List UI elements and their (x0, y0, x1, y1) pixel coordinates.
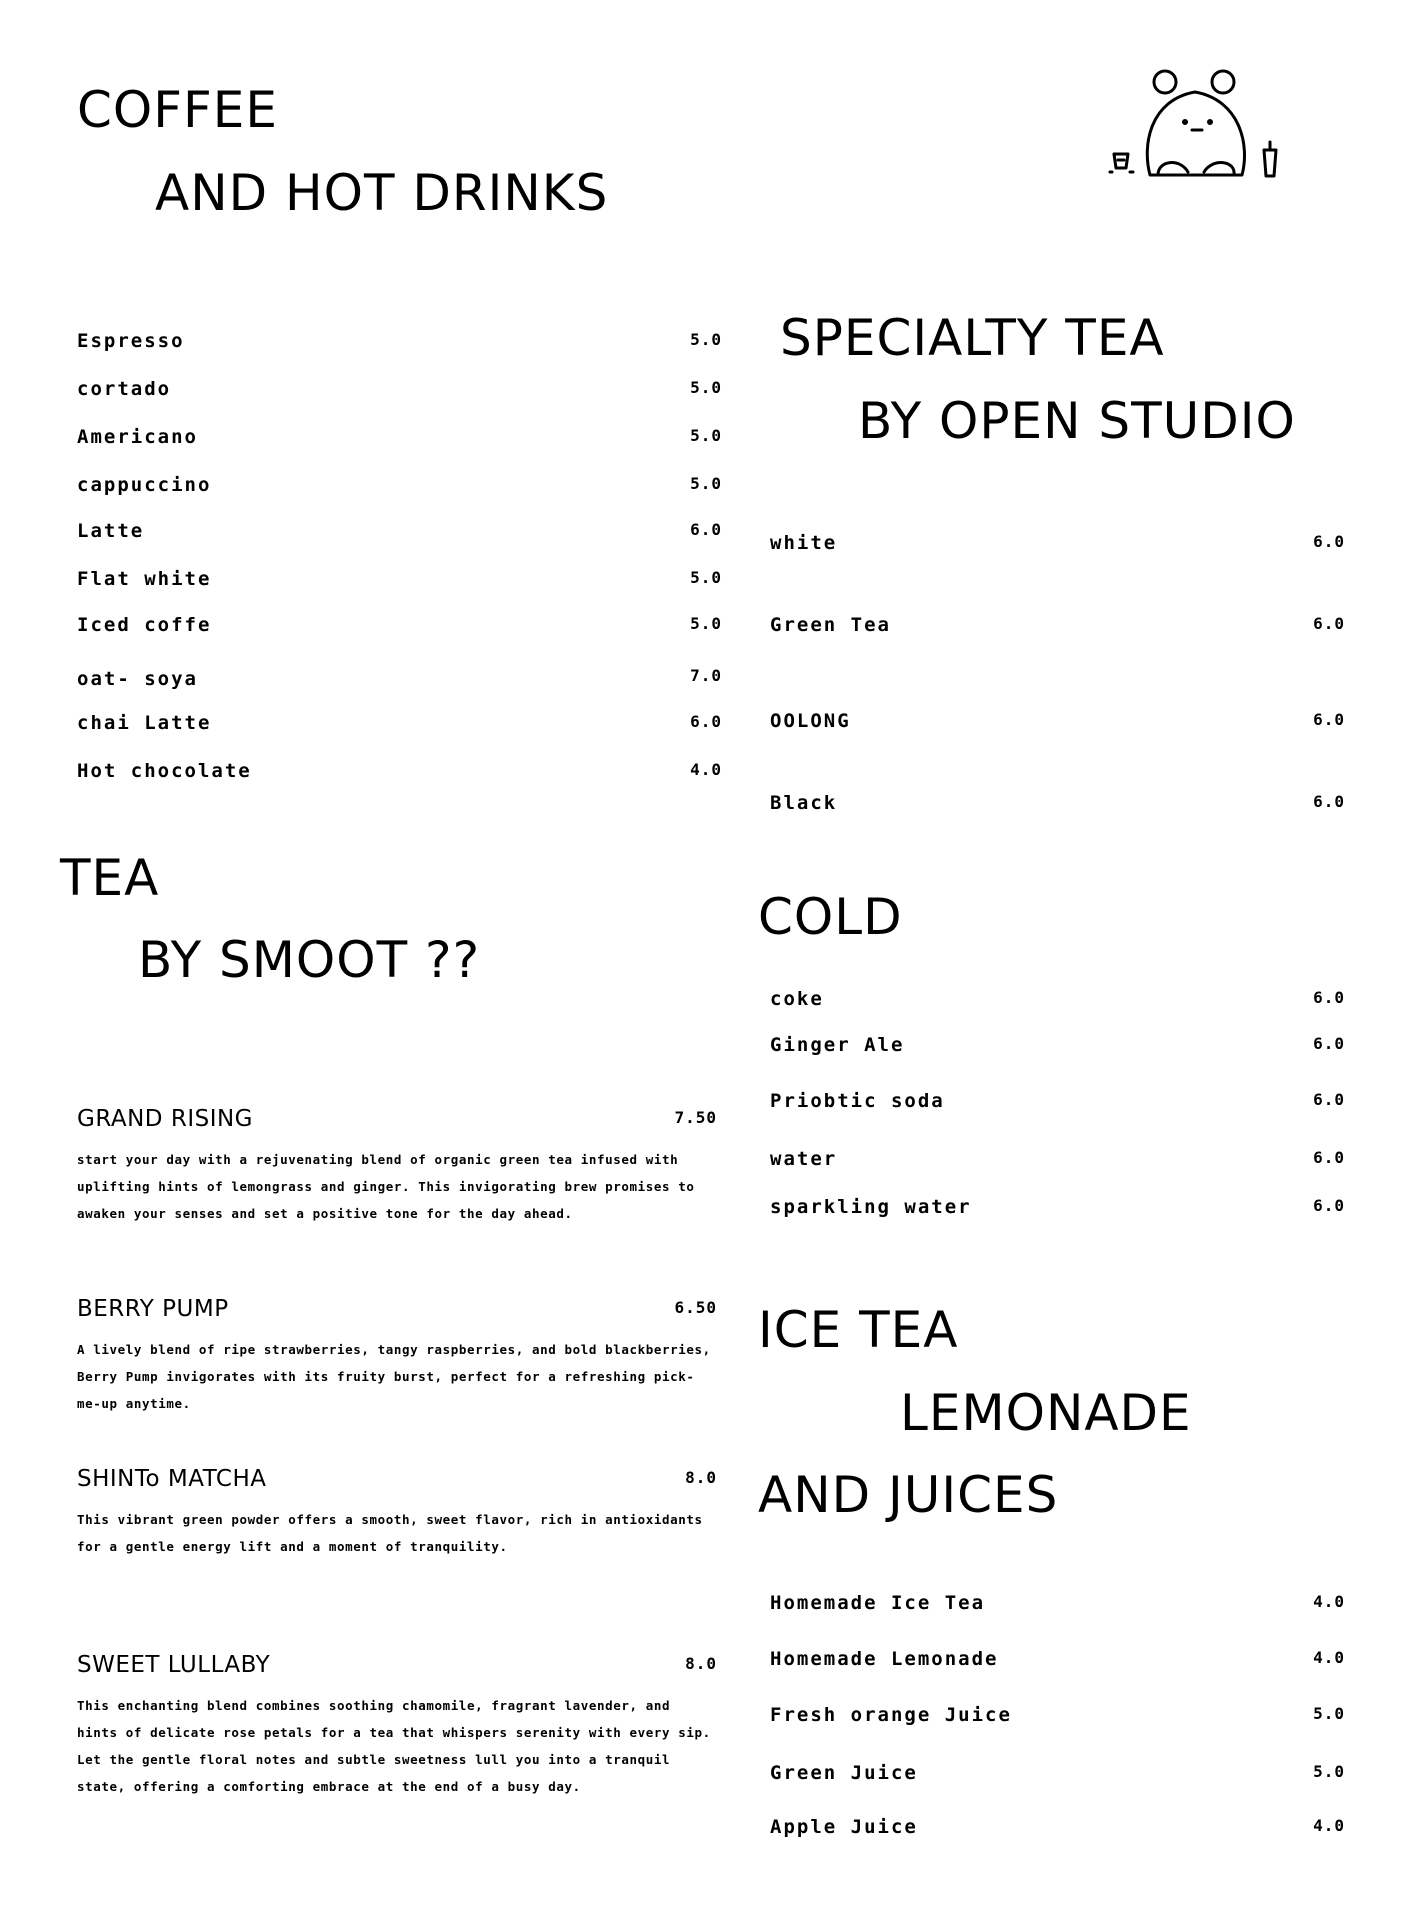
menu-item (77, 614, 722, 644)
item-price: 6.0 (1313, 1090, 1345, 1109)
menu-item (77, 568, 722, 598)
icetea-subtitle-2: AND JUICES (758, 1466, 1059, 1524)
menu-item (77, 474, 722, 504)
menu-item (77, 426, 722, 456)
item-name: Homemade Ice Tea (770, 1592, 986, 1614)
item-name: Green Tea (770, 614, 891, 636)
item-name: Flat white (77, 568, 212, 590)
item-name: chai Latte (77, 712, 212, 734)
menu-item (770, 792, 1345, 822)
menu-item (770, 710, 1345, 740)
icetea-title: ICE TEA (758, 1301, 959, 1359)
item-name: Apple Juice (770, 1816, 918, 1838)
menu-item (77, 378, 722, 408)
tea-item-name: SWEET LULLABY (77, 1652, 271, 1678)
item-price: 5.0 (690, 426, 722, 445)
menu-item (770, 1034, 1345, 1064)
specialty-title: SPECIALTY TEA (780, 309, 1165, 367)
bear-mascot-icon (1100, 60, 1285, 190)
item-name: Black (770, 792, 838, 814)
item-price: 4.0 (690, 760, 722, 779)
menu-item (770, 1648, 1345, 1678)
tea-item-name: GRAND RISING (77, 1106, 254, 1132)
item-price: 5.0 (690, 614, 722, 633)
menu-item (770, 1704, 1345, 1734)
item-name: cortado (77, 378, 172, 400)
item-name: Ginger Ale (770, 1034, 905, 1056)
menu-item (770, 1148, 1345, 1178)
tea-item (77, 1466, 717, 1560)
menu-item (77, 760, 722, 790)
tea-item (77, 1652, 717, 1800)
menu-item (77, 520, 722, 550)
item-name: Green Juice (770, 1762, 918, 1784)
item-price: 6.0 (1313, 614, 1345, 633)
item-price: 7.0 (690, 666, 722, 685)
item-price: 6.0 (690, 520, 722, 539)
coffee-title: COFFEE (77, 81, 278, 139)
tea-item-price: 7.50 (674, 1108, 717, 1127)
tea-item-name: SHINTo MATCHA (77, 1466, 267, 1492)
item-name: cappuccino (77, 474, 212, 496)
item-price: 6.0 (1313, 1034, 1345, 1053)
icetea-subtitle: LEMONADE (900, 1384, 1192, 1442)
tea-item-price: 8.0 (685, 1468, 717, 1487)
item-price: 5.0 (1313, 1762, 1345, 1781)
item-name: Homemade Lemonade (770, 1648, 999, 1670)
menu-item (770, 532, 1345, 562)
menu-item (770, 614, 1345, 644)
menu-item (770, 1816, 1345, 1846)
item-name: Iced coffe (77, 614, 212, 636)
menu-item (770, 1592, 1345, 1622)
item-name: Fresh orange Juice (770, 1704, 1012, 1726)
item-name: white (770, 532, 838, 554)
item-name: oat- soya (77, 668, 198, 690)
tea-item-description: This vibrant green powder offers a smooth, sweet flavor, rich in antioxidants for a gentle energy lift and a moment of tranquility. (77, 1512, 703, 1554)
tea-item-description: This enchanting blend combines soothing chamomile, fragrant lavender, and hints of delicate rose petals for a tea that whispers serenity with every sip. Let the gentle floral notes and subtle sweetness lull you into a tranquil state, offering a comforting embrace at the end of a busy day. (77, 1698, 711, 1794)
item-price: 6.0 (1313, 1196, 1345, 1215)
menu-item (770, 988, 1345, 1018)
item-price: 6.0 (1313, 710, 1345, 729)
item-price: 4.0 (1313, 1648, 1345, 1667)
menu-item (77, 712, 722, 742)
tea-item (77, 1296, 717, 1417)
item-price: 5.0 (690, 330, 722, 349)
menu-item (77, 668, 722, 698)
item-name: Espresso (77, 330, 185, 352)
item-price: 6.0 (1313, 792, 1345, 811)
coffee-subtitle: AND HOT DRINKS (155, 164, 609, 222)
tea-item-description: start your day with a rejuvenating blend of organic green tea infused with uplifting hints of lemongrass and ginger. This invigorating brew promises to awaken your senses and set a positive tone for the day ahead. (77, 1152, 695, 1221)
tea-title: TEA (60, 849, 160, 907)
specialty-subtitle: BY OPEN STUDIO (858, 392, 1296, 450)
item-price: 6.0 (1313, 532, 1345, 551)
item-name: coke (770, 988, 824, 1010)
tea-subtitle: BY SMOOT ?? (138, 931, 481, 989)
item-name: Hot chocolate (77, 760, 252, 782)
item-name: Latte (77, 520, 145, 542)
tea-item-name: BERRY PUMP (77, 1296, 229, 1322)
tea-item (77, 1106, 717, 1227)
item-price: 6.0 (1313, 988, 1345, 1007)
menu-item (77, 330, 722, 360)
item-price: 6.0 (1313, 1148, 1345, 1167)
tea-item-price: 8.0 (685, 1654, 717, 1673)
tea-item-description: A lively blend of ripe strawberries, tangy raspberries, and bold blackberries, Berry Pump invigorates with its fruity burst, perfect for a refreshing pick-me-up anytime. (77, 1342, 711, 1411)
cold-title: COLD (758, 888, 903, 946)
item-name: sparkling water (770, 1196, 972, 1218)
item-name: water (770, 1148, 838, 1170)
item-price: 5.0 (1313, 1704, 1345, 1723)
menu-item (770, 1090, 1345, 1120)
item-price: 5.0 (690, 378, 722, 397)
item-price: 4.0 (1313, 1816, 1345, 1835)
item-price: 4.0 (1313, 1592, 1345, 1611)
tea-item-price: 6.50 (674, 1298, 717, 1317)
item-name: OOLONG (770, 710, 851, 732)
item-price: 5.0 (690, 474, 722, 493)
menu-item (770, 1762, 1345, 1792)
menu-item (770, 1196, 1345, 1226)
item-name: Americano (77, 426, 198, 448)
item-price: 6.0 (690, 712, 722, 731)
item-price: 5.0 (690, 568, 722, 587)
item-name: Priobtic soda (770, 1090, 945, 1112)
